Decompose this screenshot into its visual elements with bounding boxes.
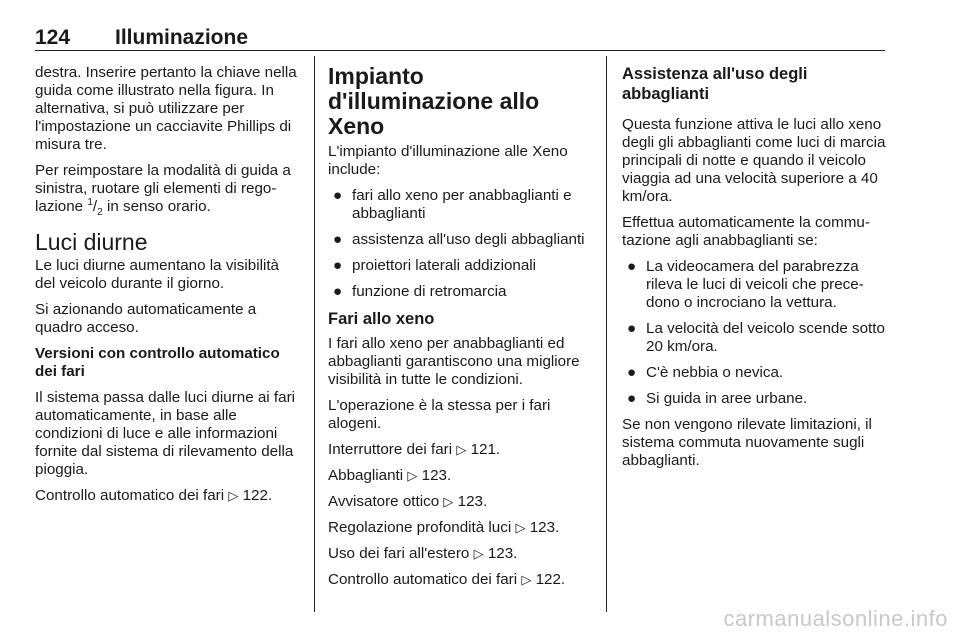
watermark: carmanualsonline.info	[723, 606, 948, 631]
section-title-assistenza-abbaglianti: Assistenza all'uso degli abbaglianti	[622, 65, 808, 103]
bullet-list	[328, 187, 593, 301]
chapter-title: Illuminazione	[115, 26, 249, 49]
bullet-icon: ●	[627, 320, 637, 337]
paragraph: L'impianto d'illuminazione alle Xeno include:	[328, 143, 568, 178]
ref-arrow-icon: ▷	[473, 546, 484, 561]
paragraph: Se non vengono rilevate limitazioni, il sistema commuta nuovamente sugli abbaglianti.	[622, 416, 872, 469]
paragraph: I fari allo xeno per anabbaglianti ed abbaglianti garantiscono una migliore visibilità in tutte le condizioni.	[328, 335, 580, 388]
ref-arrow-icon: ▷	[228, 488, 239, 503]
subsection-title: Fari allo xeno	[328, 310, 435, 328]
bullet-icon: ●	[627, 258, 637, 275]
paragraph: Il sistema passa dalle luci diurne ai fari automaticamente, in base alle condizioni di luce e alle informazioni fornite dal sistema di rilevamento della pioggia.	[35, 389, 295, 478]
paragraph: Le luci diurne aumentano la visibilità del veicolo durante il giorno.	[35, 257, 279, 292]
ref-arrow-icon: ▷	[407, 468, 418, 483]
paragraph: destra. Inserire pertanto la chiave nella guida come illustrato nella figura. In alternativa, si può utilizzare per l'impostazione un cacciavite Phillips di misura tre.	[35, 64, 297, 153]
cross-reference-link[interactable]: Controllo automatico dei fari ▷ 122.	[35, 487, 273, 504]
bullet-icon: ●	[333, 257, 343, 274]
cross-reference-link[interactable]: Controllo automatico dei fari ▷ 122.	[328, 571, 566, 588]
column-divider-2	[606, 56, 607, 612]
paragraph: Questa funzione attiva le luci allo xeno degli gli abbaglianti come luci di marcia principali di notte e quando il veicolo viaggia ad una velocità superiore a 40 km/ora.	[622, 116, 886, 205]
bullet-icon: ●	[333, 231, 343, 248]
bullet-icon: ●	[333, 187, 343, 204]
list-item: ● funzione di retromarcia	[333, 283, 507, 300]
bullet-icon: ●	[333, 283, 343, 300]
page-number: 124	[35, 26, 71, 49]
fraction-denominator: 2	[97, 207, 103, 219]
section-title-xeno: Impianto d'illuminazione allo Xeno	[328, 63, 540, 139]
list-item: ● assistenza all'uso degli abbaglianti	[333, 231, 585, 248]
paragraph-reset-instructions: Per reimpostare la modalità di guida a sinistra, ruotare gli elementi di regolazione $^1/_2$ in senso orario.	[35, 162, 291, 219]
cross-reference-link[interactable]: Abbaglianti ▷ 123.	[328, 467, 452, 484]
bullet-icon: ●	[627, 390, 637, 407]
subsection-title: Versioni con controllo automatico dei fari	[35, 345, 280, 380]
column-3	[622, 64, 887, 478]
list-item: ● La velocità del veicolo scende sotto 20 km/ora.	[627, 320, 885, 355]
ref-arrow-icon: ▷	[515, 520, 526, 535]
cross-reference-link[interactable]: Avvisatore ottico ▷ 123.	[328, 493, 488, 510]
list-item: ● La videocamera del parabrezza rileva le luci di veicoli che precedono o incrociano la vettura.	[627, 258, 864, 311]
cross-reference-link[interactable]: Regolazione profondità luci ▷ 123.	[328, 519, 560, 536]
ref-arrow-icon: ▷	[443, 494, 454, 509]
column-divider-1	[314, 56, 315, 612]
list-item: ● fari allo xeno per anabbaglianti e abbaglianti	[333, 187, 572, 222]
column-2	[328, 64, 593, 597]
bullet-list	[622, 258, 887, 408]
bullet-icon: ●	[627, 364, 637, 381]
list-item: ● C'è nebbia o nevica.	[627, 364, 784, 381]
list-item: ● proiettori laterali addizionali	[333, 257, 537, 274]
page-header	[35, 26, 885, 51]
fraction-numerator: 1	[87, 196, 93, 208]
section-title-luci-diurne: Luci diurne	[35, 229, 148, 255]
cross-reference-link[interactable]: Interruttore dei fari ▷ 121.	[328, 441, 501, 458]
ref-arrow-icon: ▷	[456, 442, 467, 457]
paragraph: Effettua automaticamente la commutazione agli anabbaglianti se:	[622, 214, 870, 249]
paragraph: Si azionando automaticamente a quadro acceso.	[35, 301, 257, 336]
column-1	[35, 64, 300, 513]
ref-arrow-icon: ▷	[521, 572, 532, 587]
list-item: ● Si guida in aree urbane.	[627, 390, 808, 407]
paragraph: L'operazione è la stessa per i fari alogeni.	[328, 397, 551, 432]
cross-reference-link[interactable]: Uso dei fari all'estero ▷ 123.	[328, 545, 518, 562]
